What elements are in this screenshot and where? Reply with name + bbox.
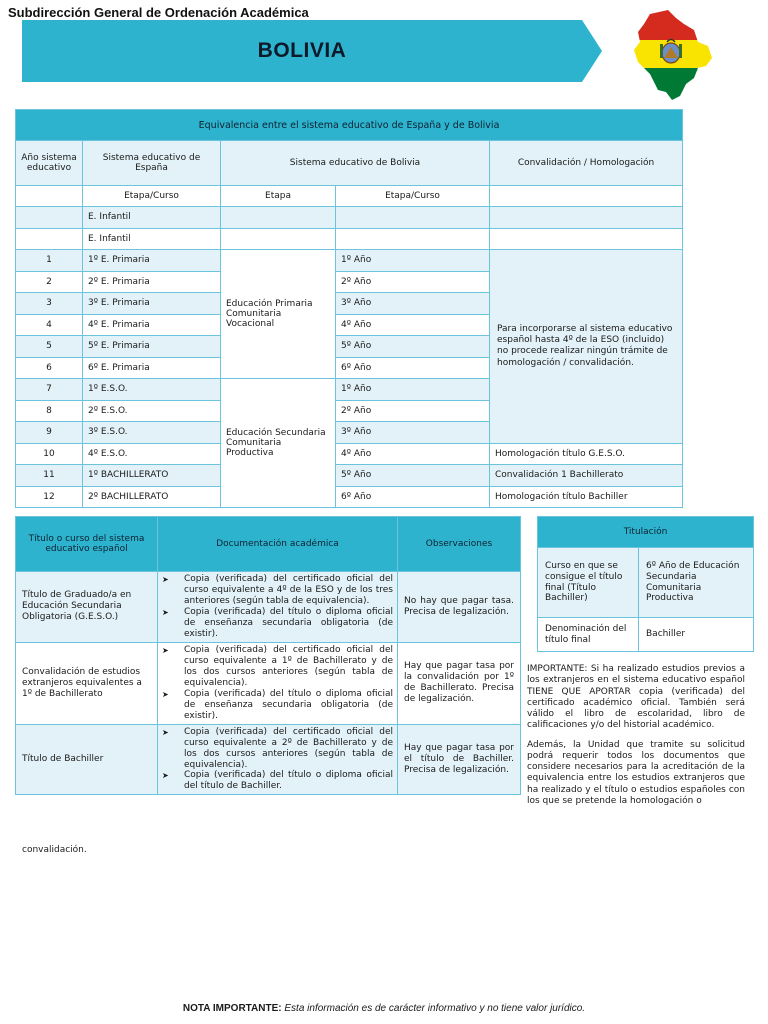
table-row: 11 1º BACHILLERATO 5º Año Convalidación 1 Bachillerato [16,465,683,487]
table-row: 3 3º E. Primaria 3º Año [16,293,683,315]
table-row: 10 4º E.S.O. 4º Año Homologación título G.E.S.O. [16,443,683,465]
degree-table [537,516,754,652]
sub-empty [490,186,683,207]
degree-course-label: Curso en que se consigue el título final (Título Bachiller) [538,548,639,618]
arrow-bullet-icon: ➤ [162,575,169,584]
table-row: 8 2º E.S.O. 2º Año [16,400,683,422]
col-bolivia: Sistema educativo de Bolivia [221,141,490,186]
doc-title: Convalidación de estudios extranjeros equivalentes a 1º de Bachillerato [16,642,158,724]
bolivia-flag-map-icon [628,6,714,102]
table-row [538,548,754,618]
table-row: 9 3º E.S.O. 3º Año [16,422,683,444]
arrow-bullet-icon: ➤ [162,689,169,699]
arrow-bullet-icon: ➤ [162,607,169,617]
col-docs: Documentación académica [158,517,398,572]
doc-title: Título de Graduado/a en Educación Secundaria Obligatoria (G.E.S.O.) [16,572,158,643]
table-row: Convalidación de estudios extranjeros equivalentes a 1º de Bachillerato ➤ Copia (verificada) del certificado oficial del curso equivalente a 1º de Bachillerato y de los dos cursos anteriores (según tabla de equivalencia). ➤ Copia (verificada) del título o diploma oficial de enseñanza secundaria obligatoria (de existir). Hay que pagar tasa por la convalidación por 1º de Bachillerato. Precisa de legalización. [16,642,521,724]
doc-observation: Hay que pagar tasa por el título de Bachiller. Precisa de legalización. [398,724,521,795]
table-row: 4 4º E. Primaria 4º Año [16,314,683,336]
validation-bachiller: Homologación título Bachiller [490,486,683,508]
col-validation: Convalidación / Homologación [490,141,683,186]
arrow-bullet-icon: ➤ [162,645,169,655]
table-row: 7 1º E.S.O. Educación Secundaria Comunitaria Productiva 1º Año [16,379,683,401]
arrow-bullet-icon: ➤ [162,727,169,737]
arrow-bullet-icon: ➤ [162,771,169,781]
degree-name-value: Bachiller [639,618,754,652]
footer-label: NOTA IMPORTANTE: [182,1003,282,1014]
no-procedure-note: Para incorporarse al sistema educativo español hasta 4º de la ESO (incluido) no procede realizar ningún trámite de homologación / convalidación. [490,250,683,444]
degree-table-title: Titulación [538,517,754,548]
stage-secondary: Educación Secundaria Comunitaria Productiva [221,379,336,508]
table-row: Título de Bachiller ➤ Copia (verificada) del certificado oficial del curso equivalente a 2º de Bachillerato y de los dos cursos anteriores (según tabla de equivalencia). ➤ Copia (verificada) del título o diploma oficial del título de Bachiller. Hay que pagar tasa por el título de Bachiller. Precisa de legalización. [16,724,521,795]
equivalence-table-title: Equivalencia entre el sistema educativo de España y de Bolivia [16,110,683,141]
important-notice [527,664,745,815]
table-row [538,618,754,652]
table-row: 1 1º E. Primaria Educación Primaria Comunitaria Vocacional 1º Año Para incorporarse al sistema educativo español hasta 4º de la ESO (incluido) no procede realizar ningún trámite de homologación / convalidación. [16,250,683,272]
important-paragraph: Además, la Unidad que tramite su solicitud podrá requerir todos los documentos que considere necesarios para la acreditación de la equivalencia entre los estudios extranjeros que ha realizado y el título o estudios españoles con los que se pretende la homologación o [527,739,745,806]
col-obs: Observaciones [398,517,521,572]
doc-title: Título de Bachiller [16,724,158,795]
sub-course: Etapa/Curso [336,186,490,207]
col-spain: Sistema educativo de España [83,141,221,186]
footer-text: Esta información es de carácter informativo y no tiene valor jurídico. [284,1003,586,1014]
important-paragraph: IMPORTANTE: Si ha realizado estudios previos a los extranjeros en el sistema educativo español TIENE QUE APORTAR copia (verificada) del certificado académico oficial. También será válido el libro de escolaridad, libro de calificaciones y/o del historial académico. [527,664,745,731]
sub-stage: Etapa [221,186,336,207]
documents-table [15,516,521,795]
validation-bachillerato-1: Convalidación 1 Bachillerato [490,465,683,487]
doc-observation: No hay que pagar tasa. Precisa de legalización. [398,572,521,643]
degree-course-value: 6º Año de Educación Secundaria Comunitaria Productiva [639,548,754,618]
footer-note [0,1003,768,1014]
country-title: BOLIVIA [257,39,347,62]
department-title: Subdirección General de Ordenación Académica [8,5,309,20]
col-title: Título o curso del sistema educativo español [16,517,158,572]
sub-empty [16,186,83,207]
table-row: 6 6º E. Primaria 6º Año [16,357,683,379]
table-row: 5 5º E. Primaria 5º Año [16,336,683,358]
table-row: 12 2º BACHILLERATO 6º Año Homologación título Bachiller [16,486,683,508]
stage-primary: Educación Primaria Comunitaria Vocacional [221,250,336,379]
table-row: E. Infantil [16,228,683,250]
validation-geso: Homologación título G.E.S.O. [490,443,683,465]
degree-name-label: Denominación del título final [538,618,639,652]
convalidacion-continuation: convalidación. [22,845,87,855]
table-row: 2 2º E. Primaria 2º Año [16,271,683,293]
equivalence-table [15,109,683,508]
table-row: Título de Graduado/a en Educación Secundaria Obligatoria (G.E.S.O.) ➤ Copia (verificada) del certificado oficial del curso equivalente a 4º de la ESO y de los tres anteriores (según tabla de equivalencia). ➤ Copia (verificada) del título o diploma oficial de enseñanza secundaria obligatoria (de existir). No hay que pagar tasa. Precisa de legalización. [16,572,521,643]
table-row: E. Infantil [16,207,683,229]
sub-spain: Etapa/Curso [83,186,221,207]
doc-observation: Hay que pagar tasa por la convalidación por 1º de Bachillerato. Precisa de legalización. [398,642,521,724]
col-year: Año sistema educativo [16,141,83,186]
